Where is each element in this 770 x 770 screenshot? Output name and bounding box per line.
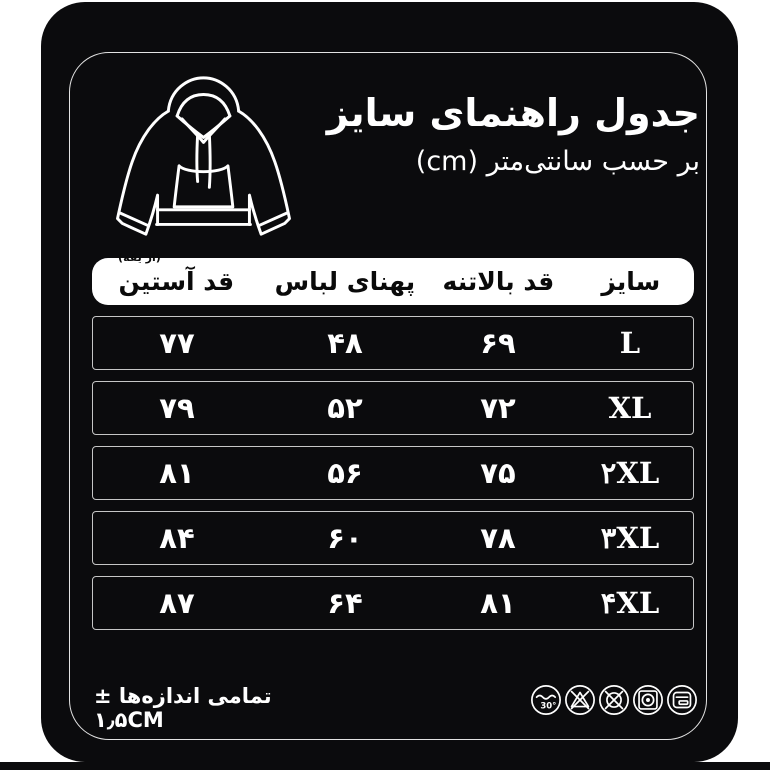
header-sleeve-label: قد آستین: [118, 267, 235, 296]
svg-text:30°: 30°: [540, 700, 557, 711]
table-row: [92, 576, 694, 630]
sleeve-value: ۸۴: [159, 521, 195, 555]
sleeve-value: ۷۹: [159, 391, 195, 425]
header-torso-length: قد بالاتنه: [442, 267, 555, 296]
header-size: سایز: [601, 267, 661, 296]
width-value: ۵۶: [327, 456, 363, 490]
table-row: [92, 446, 694, 500]
care-icons-row: [530, 684, 698, 716]
wash-30-icon: [530, 684, 562, 716]
table-row: [92, 511, 694, 565]
sleeve-value: ۷۷: [159, 326, 195, 360]
sleeve-value: ۸۱: [159, 456, 195, 490]
tolerance-note: تمامی اندازه‌ها ± ۱٫۵CM: [94, 684, 272, 732]
hoodie-outline-icon: [96, 70, 311, 246]
size-value: L: [619, 326, 641, 360]
size-table: [92, 251, 694, 630]
title-block: [320, 92, 700, 177]
sleeve-from-collar-note: (از یقه): [118, 251, 161, 264]
page-title: جدول راهنمای سایز: [326, 91, 700, 135]
size-value: ۴XL: [600, 586, 660, 620]
header-garment-width: پهنای لباس: [274, 267, 416, 296]
width-value: ۶۴: [327, 586, 363, 620]
page-subtitle: بر حسب سانتی‌متر (cm): [415, 145, 700, 177]
do-not-dry-clean-icon: [598, 684, 630, 716]
width-value: ۶۰: [327, 521, 363, 555]
table-row: [92, 316, 694, 370]
iron-icon: [666, 684, 698, 716]
do-not-bleach-icon: [564, 684, 596, 716]
header-sleeve-length: [92, 251, 261, 296]
size-value: ۳XL: [600, 521, 660, 555]
width-value: ۵۲: [327, 391, 363, 425]
washing-machine-icon: [632, 684, 664, 716]
torso-value: ۶۹: [480, 326, 516, 360]
sleeve-value: ۸۷: [159, 586, 195, 620]
table-header-row: [92, 251, 694, 305]
table-row: [92, 381, 694, 435]
torso-value: ۷۸: [480, 521, 516, 555]
width-value: ۴۸: [327, 326, 363, 360]
size-value: ۲XL: [600, 456, 660, 490]
torso-value: ۷۲: [480, 391, 516, 425]
torso-value: ۸۱: [480, 586, 516, 620]
size-value: XL: [608, 391, 652, 425]
bottom-black-bar: [0, 762, 770, 770]
torso-value: ۷۵: [480, 456, 516, 490]
